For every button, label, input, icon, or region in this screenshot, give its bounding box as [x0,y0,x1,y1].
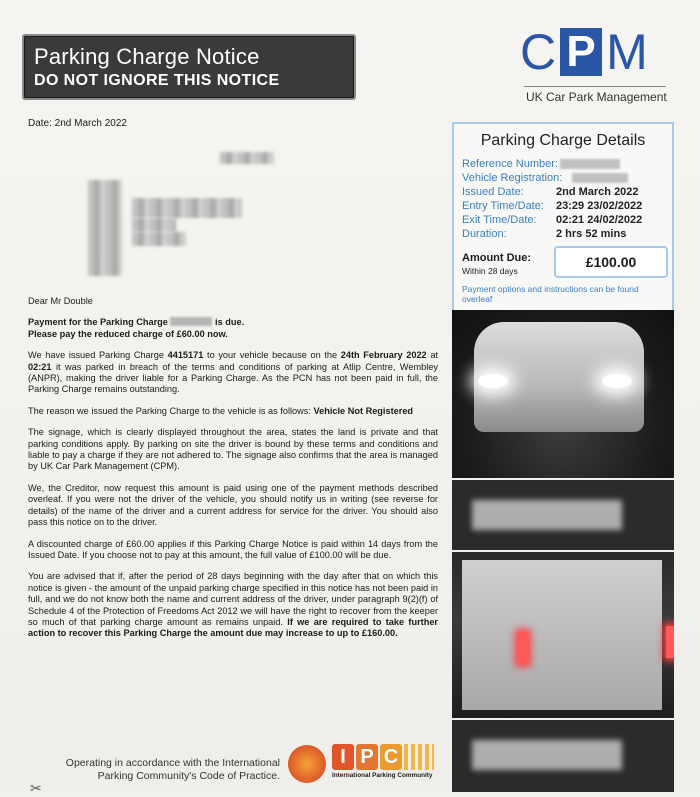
payment-subject [28,317,438,340]
redacted-block [132,218,176,232]
camera-plate-crop-rear [452,720,674,792]
camera-image-front [452,310,674,478]
exit-value: 02:21 24/02/2022 [556,214,643,226]
scissors-icon: ✂ [30,780,42,796]
camera-image-rear [452,552,674,718]
ipc-logo [332,744,442,784]
paragraph-reason: The reason we issued the Parking Charge to the vehicle is as follows: Vehicle Not Registered [28,405,414,416]
redacted-reference [170,317,212,326]
ipc-letter-i: I [332,744,354,770]
amount-due-window: Within 28 days [462,266,518,276]
logo-letter-c: C [520,24,557,80]
entry-label: Entry Time/Date: [462,200,544,212]
headlight [602,374,632,388]
amount-due-value: £100.00 [554,246,668,278]
camera-plate-crop-front [452,480,674,550]
paragraph-issued: We have issued Parking Charge 4415171 to your vehicle because on the 24th February 2022 at 02:21 it was parked in breach of the terms and conditions of parking at Atlip Centre, Wembley (ANPR), making the driver liable for a Parking Charge. As the PCN has not been paid in full, the Parking Charge remains outstanding. [28,350,438,395]
logo-tagline: UK Car Park Management [526,90,667,104]
redacted-block [88,180,122,276]
details-heading: Parking Charge Details [480,132,646,149]
salutation: Dear Mr Double [28,296,93,306]
exit-label: Exit Time/Date: [462,214,537,226]
subject-line-2: Please pay the reduced charge of £60.00 now. [28,328,228,339]
reference-label: Reference Number: [462,158,558,170]
paragraph-payment: We, the Creditor, now request this amount is paid using one of the payment methods described overleaf. If you were not the driver of the vehicle, you should notify us in writing (see reverse for details) of the name of the driver and a current address for service for the driver. You should also pass this notice on to the driver. [28,482,438,528]
breach-reason: Vehicle Not Registered [313,405,414,416]
ipc-stripes [404,744,434,770]
redacted-plate [472,500,622,530]
subject-text: Payment for the Parking Charge [28,317,168,328]
logo-divider [524,86,666,87]
recovery-warning: If we are required to take further action to recover this Parking Charge the amount due may increase to up to £160.00. [28,616,439,639]
redacted-block [132,198,242,218]
notice-subtitle: DO NOT IGNORE THIS NOTICE [34,72,280,89]
duration-label: Duration: [462,228,507,240]
subject-text-end: is due. [215,317,245,328]
duration-row [462,228,627,240]
accredited-operator-seal [288,745,326,783]
payment-note: Payment options and instructions can be found overleaf [462,284,639,304]
redacted-reference-value [560,159,620,169]
paragraph-signage: The signage, which is clearly displayed throughout the area, states the land is private and that parking conditions apply. By parking on site the driver is bound by these terms and conditions and liable to pay a charge if they are not adhered to. The signage also confirms that the area is managed by UK Car Park Management (CPM). [28,427,438,472]
van-rear-shape [462,560,662,710]
duration-value: 2 hrs 52 mins [556,228,627,240]
vehicle-row [462,172,562,184]
footer-line-1: Operating in accordance with the International [65,757,280,769]
charge-reference: 4415171 [167,350,204,361]
redacted-block [132,232,186,246]
footer-line-2: Parking Community's Code of Practice. [97,770,280,782]
amount-label: Amount Due: [462,252,532,264]
paragraph-recovery: You are advised that if, after the period of 28 days beginning with the day after that on which this notice is given - the amount of the unpaid parking charge specified in this notice has not been paid in full, and we do not know both the name and current address of the driver, under paragraph 9(2)(f) of Schedule 4 of the Protection of Freedoms Act 2012 we will have the right to recover from the keeper so much of that parking charge amount as remains unpaid. If we are required to take further action to recover this Parking Charge the amount due may increase to up to £160.00. [28,571,439,639]
charge-details-panel [452,122,674,312]
issued-label: Issued Date: [462,186,524,198]
ipc-letter-c: C [380,744,402,770]
code-of-practice-text [40,757,280,783]
letter-body [28,296,438,650]
paragraph-discount: A discounted charge of £60.00 applies if this Parking Charge Notice is paid within 14 days from the Issued Date. If you choose not to pay at this amount, the full value of £100.00 will be due. [28,538,438,560]
logo-letter-m: M [606,24,648,80]
exit-row [462,214,643,226]
entry-value: 23:29 23/02/2022 [556,200,643,212]
issued-value: 2nd March 2022 [556,186,639,198]
vehicle-label: Vehicle Registration: [462,172,563,184]
issued-row [462,186,639,198]
logo-letter-p: P [560,28,602,76]
ipc-caption: International Parking Community [332,772,433,779]
redacted-plate [472,740,622,770]
reference-row [462,158,558,170]
ipc-letter-p: P [356,744,378,770]
entry-row [462,200,643,212]
breach-date: 24th February 2022 [340,350,427,361]
redacted-block [220,152,274,164]
notice-title: Parking Charge Notice [34,44,260,69]
taillight [518,632,528,664]
headlight [478,374,508,388]
breach-time: 02:21 [28,361,52,372]
redacted-vehicle-value [572,173,628,183]
notice-banner [22,34,356,100]
taillight [666,626,674,658]
letter-date: Date: 2nd March 2022 [28,118,127,129]
cpm-logo [520,24,670,108]
